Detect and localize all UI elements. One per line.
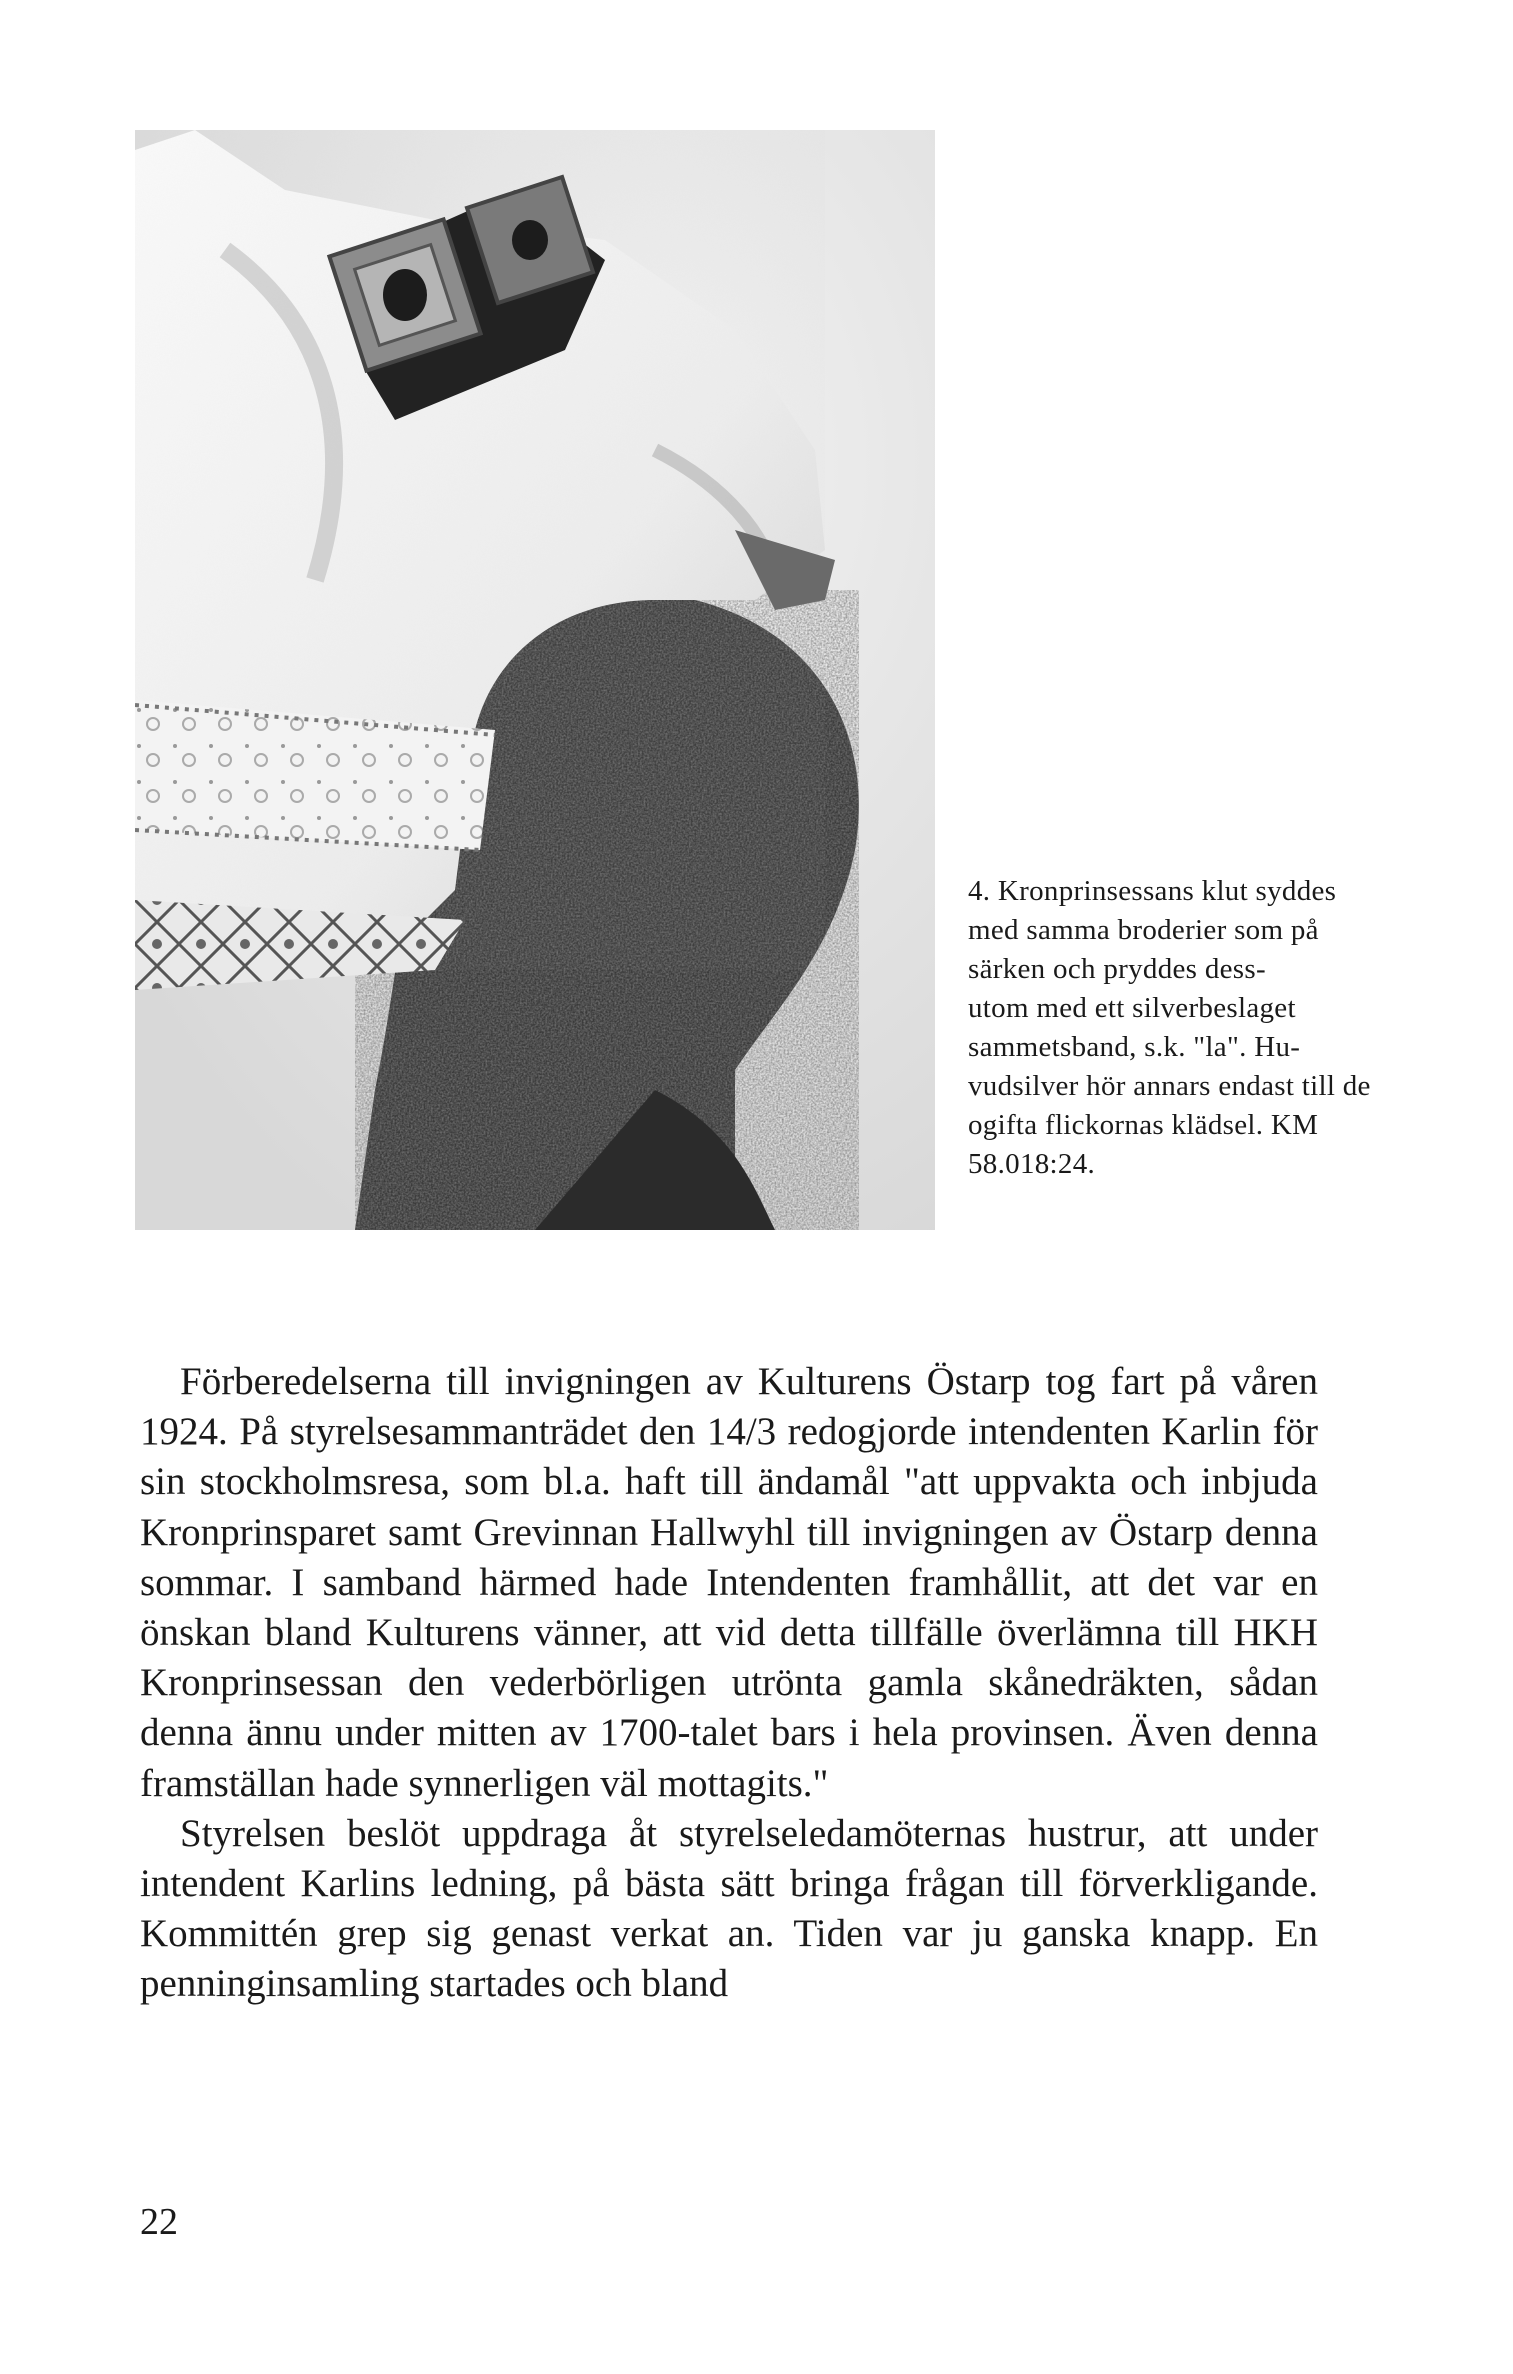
paragraph: Styrelsen beslöt uppdraga åt styrelseledamöternas hustrur, att under intendent Karlins ledning, på bästa sätt bringa frågan till förverkligande. Kommittén grep sig genast verkat an. Tiden var ju ganska knapp. En penninginsamling startades och bland <box>140 1811 1318 2006</box>
figure-caption: 4. Kronprinsessans klut syddes med samma broderier som på särken och pryddes dess- utom med ett silverbeslaget sammetsband, s.k. "la". Hu- vudsilver hör annars endast till de ogifta flickornas klädsel. KM 58.018:24. <box>968 875 1371 1180</box>
page-number: 22 <box>140 2201 178 2243</box>
body-text <box>140 1357 1318 2010</box>
figure-photo <box>135 130 935 1230</box>
headdress-photo-illustration <box>135 130 935 1230</box>
paragraph: Förberedelserna till invigningen av Kulturens Östarp tog fart på våren 1924. På styrelsesammanträdet den 14/3 redogjorde intendenten Karlin för sin stockholmsresa, som bl.a. haft till ändamål "att uppvakta och inbjuda Kronprinsparet samt Grevinnan Hallwyhl till invigningen av Östarp denna sommar. I samband härmed hade Intendenten framhållit, att det var en önskan bland Kulturens vänner, att vid detta tillfälle överlämna till HKH Kronprinsessan den vederbörligen utrönta gamla skånedräkten, sådan denna ännu under mitten av 1700-talet bars i hela provinsen. Även denna framställan hade synnerligen väl mottagits." <box>140 1360 1318 1805</box>
